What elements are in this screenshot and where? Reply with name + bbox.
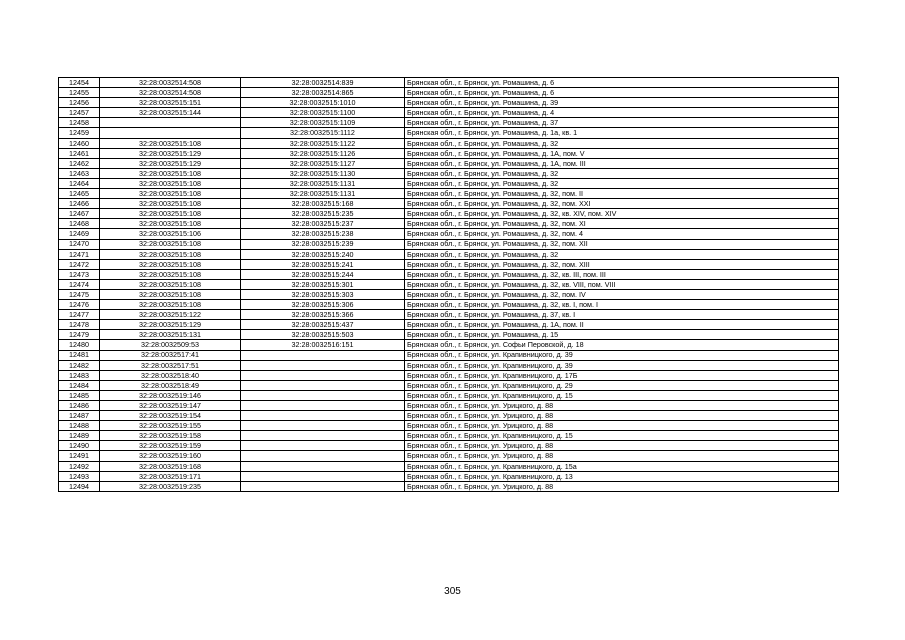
address-cell: Брянская обл., г. Брянск, ул. Ромашина, д. 32, пом. II xyxy=(405,189,839,199)
address-cell: Брянская обл., г. Брянск, ул. Ромашина, д. 32, пом. XXI xyxy=(405,199,839,209)
land-cadastral-number-cell: 32:28:0032514:508 xyxy=(100,78,241,88)
object-cadastral-number-cell: 32:28:0032514:839 xyxy=(241,78,405,88)
row-number-cell: 12482 xyxy=(59,360,100,370)
object-cadastral-number-cell: 32:28:0032515:168 xyxy=(241,199,405,209)
land-cadastral-number-cell: 32:28:0032519:159 xyxy=(100,441,241,451)
row-number-cell: 12458 xyxy=(59,118,100,128)
land-cadastral-number-cell: 32:28:0032515:122 xyxy=(100,310,241,320)
address-cell: Брянская обл., г. Брянск, ул. Ромашина, д. 32 xyxy=(405,178,839,188)
object-cadastral-number-cell: 32:28:0032515:437 xyxy=(241,320,405,330)
address-cell: Брянская обл., г. Брянск, ул. Ромашина, д. 32, кв. I, пом. I xyxy=(405,300,839,310)
table-row xyxy=(59,88,839,98)
object-cadastral-number-cell: 32:28:0032515:1112 xyxy=(241,128,405,138)
address-cell: Брянская обл., г. Брянск, ул. Ромашина, д. 32, кв. XIV, пом. XIV xyxy=(405,209,839,219)
table-row xyxy=(59,390,839,400)
table-row xyxy=(59,229,839,239)
land-cadastral-number-cell: 32:28:0032519:158 xyxy=(100,431,241,441)
table-row xyxy=(59,209,839,219)
object-cadastral-number-cell: 32:28:0032515:1131 xyxy=(241,189,405,199)
row-number-cell: 12457 xyxy=(59,108,100,118)
object-cadastral-number-cell xyxy=(241,421,405,431)
object-cadastral-number-cell: 32:28:0032515:1100 xyxy=(241,108,405,118)
address-cell: Брянская обл., г. Брянск, ул. Ромашина, д. 15 xyxy=(405,330,839,340)
land-cadastral-number-cell: 32:28:0032515:144 xyxy=(100,108,241,118)
table-row xyxy=(59,481,839,491)
address-cell: Брянская обл., г. Брянск, ул. Ромашина, д. 32, пом. XI xyxy=(405,219,839,229)
object-cadastral-number-cell: 32:28:0032515:1109 xyxy=(241,118,405,128)
address-cell: Брянская обл., г. Брянск, ул. Ромашина, д. 32, кв. VIII, пом. VIII xyxy=(405,279,839,289)
row-number-cell: 12490 xyxy=(59,441,100,451)
land-cadastral-number-cell: 32:28:0032518:40 xyxy=(100,370,241,380)
object-cadastral-number-cell xyxy=(241,370,405,380)
object-cadastral-number-cell xyxy=(241,451,405,461)
address-cell: Брянская обл., г. Брянск, ул. Урицкого, д. 88 xyxy=(405,401,839,411)
land-cadastral-number-cell: 32:28:0032518:49 xyxy=(100,380,241,390)
object-cadastral-number-cell: 32:28:0032515:301 xyxy=(241,279,405,289)
address-cell: Брянская обл., г. Брянск, ул. Урицкого, д. 88 xyxy=(405,411,839,421)
land-cadastral-number-cell: 32:28:0032515:108 xyxy=(100,279,241,289)
land-cadastral-number-cell: 32:28:0032515:131 xyxy=(100,330,241,340)
row-number-cell: 12454 xyxy=(59,78,100,88)
object-cadastral-number-cell: 32:28:0032516:151 xyxy=(241,340,405,350)
row-number-cell: 12479 xyxy=(59,330,100,340)
address-cell: Брянская обл., г. Брянск, ул. Крапивницкого, д. 15 xyxy=(405,431,839,441)
table-row xyxy=(59,259,839,269)
object-cadastral-number-cell: 32:28:0032515:306 xyxy=(241,300,405,310)
land-cadastral-number-cell: 32:28:0032515:108 xyxy=(100,199,241,209)
address-cell: Брянская обл., г. Брянск, ул. Ромашина, д. 4 xyxy=(405,108,839,118)
address-cell: Брянская обл., г. Брянск, ул. Ромашина, д. 32 xyxy=(405,249,839,259)
row-number-cell: 12487 xyxy=(59,411,100,421)
address-cell: Брянская обл., г. Брянск, ул. Крапивницкого, д. 15а xyxy=(405,461,839,471)
land-cadastral-number-cell: 32:28:0032515:108 xyxy=(100,300,241,310)
table-row xyxy=(59,461,839,471)
land-cadastral-number-cell: 32:28:0032515:129 xyxy=(100,320,241,330)
address-cell: Брянская обл., г. Брянск, ул. Ромашина, д. 6 xyxy=(405,88,839,98)
object-cadastral-number-cell xyxy=(241,360,405,370)
records-table-body xyxy=(59,78,839,492)
address-cell: Брянская обл., г. Брянск, ул. Ромашина, д. 32, пом. IV xyxy=(405,289,839,299)
row-number-cell: 12473 xyxy=(59,269,100,279)
row-number-cell: 12478 xyxy=(59,320,100,330)
address-cell: Брянская обл., г. Брянск, ул. Крапивницкого, д. 39 xyxy=(405,360,839,370)
table-row xyxy=(59,269,839,279)
table-row xyxy=(59,158,839,168)
row-number-cell: 12459 xyxy=(59,128,100,138)
table-row xyxy=(59,431,839,441)
table-row xyxy=(59,108,839,118)
row-number-cell: 12472 xyxy=(59,259,100,269)
row-number-cell: 12484 xyxy=(59,380,100,390)
address-cell: Брянская обл., г. Брянск, ул. Софьи Перовской, д. 18 xyxy=(405,340,839,350)
object-cadastral-number-cell: 32:28:0032515:1122 xyxy=(241,138,405,148)
object-cadastral-number-cell: 32:28:0032514:865 xyxy=(241,88,405,98)
table-row xyxy=(59,189,839,199)
table-row xyxy=(59,320,839,330)
object-cadastral-number-cell xyxy=(241,461,405,471)
address-cell: Брянская обл., г. Брянск, ул. Ромашина, д. 1А, пом. III xyxy=(405,158,839,168)
address-cell: Брянская обл., г. Брянск, ул. Ромашина, д. 1а, кв. 1 xyxy=(405,128,839,138)
row-number-cell: 12488 xyxy=(59,421,100,431)
row-number-cell: 12455 xyxy=(59,88,100,98)
row-number-cell: 12469 xyxy=(59,229,100,239)
land-cadastral-number-cell: 32:28:0032515:108 xyxy=(100,209,241,219)
address-cell: Брянская обл., г. Брянск, ул. Ромашина, д. 32 xyxy=(405,138,839,148)
address-cell: Брянская обл., г. Брянск, ул. Ромашина, д. 32 xyxy=(405,168,839,178)
object-cadastral-number-cell: 32:28:0032515:1131 xyxy=(241,178,405,188)
address-cell: Брянская обл., г. Брянск, ул. Крапивницкого, д. 13 xyxy=(405,471,839,481)
land-cadastral-number-cell: 32:28:0032515:108 xyxy=(100,259,241,269)
object-cadastral-number-cell: 32:28:0032515:1010 xyxy=(241,98,405,108)
land-cadastral-number-cell: 32:28:0032519:147 xyxy=(100,401,241,411)
table-row xyxy=(59,451,839,461)
table-row xyxy=(59,168,839,178)
row-number-cell: 12474 xyxy=(59,279,100,289)
object-cadastral-number-cell xyxy=(241,431,405,441)
address-cell: Брянская обл., г. Брянск, ул. Ромашина, д. 39 xyxy=(405,98,839,108)
land-cadastral-number-cell: 32:28:0032519:160 xyxy=(100,451,241,461)
address-cell: Брянская обл., г. Брянск, ул. Ромашина, д. 32, кв. III, пом. III xyxy=(405,269,839,279)
table-row xyxy=(59,340,839,350)
land-cadastral-number-cell: 32:28:0032515:108 xyxy=(100,239,241,249)
row-number-cell: 12460 xyxy=(59,138,100,148)
land-cadastral-number-cell: 32:28:0032515:108 xyxy=(100,168,241,178)
address-cell: Брянская обл., г. Брянск, ул. Крапивницкого, д. 15 xyxy=(405,390,839,400)
row-number-cell: 12476 xyxy=(59,300,100,310)
address-cell: Брянская обл., г. Брянск, ул. Ромашина, д. 37 xyxy=(405,118,839,128)
object-cadastral-number-cell: 32:28:0032515:503 xyxy=(241,330,405,340)
object-cadastral-number-cell xyxy=(241,441,405,451)
land-cadastral-number-cell: 32:28:0032515:108 xyxy=(100,249,241,259)
row-number-cell: 12467 xyxy=(59,209,100,219)
land-cadastral-number-cell: 32:28:0032519:235 xyxy=(100,481,241,491)
table-row xyxy=(59,411,839,421)
table-row xyxy=(59,148,839,158)
object-cadastral-number-cell xyxy=(241,481,405,491)
table-row xyxy=(59,199,839,209)
object-cadastral-number-cell xyxy=(241,380,405,390)
object-cadastral-number-cell xyxy=(241,401,405,411)
table-row xyxy=(59,441,839,451)
table-row xyxy=(59,380,839,390)
object-cadastral-number-cell: 32:28:0032515:237 xyxy=(241,219,405,229)
land-cadastral-number-cell: 32:28:0032519:168 xyxy=(100,461,241,471)
address-cell: Брянская обл., г. Брянск, ул. Ромашина, д. 6 xyxy=(405,78,839,88)
address-cell: Брянская обл., г. Брянск, ул. Урицкого, д. 88 xyxy=(405,441,839,451)
row-number-cell: 12461 xyxy=(59,148,100,158)
row-number-cell: 12477 xyxy=(59,310,100,320)
row-number-cell: 12491 xyxy=(59,451,100,461)
object-cadastral-number-cell: 32:28:0032515:1130 xyxy=(241,168,405,178)
land-cadastral-number-cell: 32:28:0032515:129 xyxy=(100,148,241,158)
row-number-cell: 12462 xyxy=(59,158,100,168)
object-cadastral-number-cell xyxy=(241,390,405,400)
address-cell: Брянская обл., г. Брянск, ул. Ромашина, д. 32, пом. XIII xyxy=(405,259,839,269)
address-cell: Брянская обл., г. Брянск, ул. Урицкого, д. 88 xyxy=(405,451,839,461)
land-cadastral-number-cell: 32:28:0032515:151 xyxy=(100,98,241,108)
table-row xyxy=(59,78,839,88)
land-cadastral-number-cell: 32:28:0032519:146 xyxy=(100,390,241,400)
address-cell: Брянская обл., г. Брянск, ул. Ромашина, д. 37, кв. I xyxy=(405,310,839,320)
object-cadastral-number-cell: 32:28:0032515:238 xyxy=(241,229,405,239)
row-number-cell: 12489 xyxy=(59,431,100,441)
land-cadastral-number-cell xyxy=(100,128,241,138)
row-number-cell: 12486 xyxy=(59,401,100,411)
land-cadastral-number-cell: 32:28:0032519:155 xyxy=(100,421,241,431)
table-row xyxy=(59,239,839,249)
table-row xyxy=(59,118,839,128)
row-number-cell: 12464 xyxy=(59,178,100,188)
address-cell: Брянская обл., г. Брянск, ул. Урицкого, д. 88 xyxy=(405,421,839,431)
row-number-cell: 12475 xyxy=(59,289,100,299)
land-cadastral-number-cell: 32:28:0032519:154 xyxy=(100,411,241,421)
table-row xyxy=(59,310,839,320)
table-row xyxy=(59,350,839,360)
table-row xyxy=(59,421,839,431)
row-number-cell: 12468 xyxy=(59,219,100,229)
object-cadastral-number-cell xyxy=(241,411,405,421)
row-number-cell: 12494 xyxy=(59,481,100,491)
land-cadastral-number-cell: 32:28:0032515:108 xyxy=(100,269,241,279)
land-cadastral-number-cell: 32:28:0032515:108 xyxy=(100,138,241,148)
table-row xyxy=(59,98,839,108)
object-cadastral-number-cell: 32:28:0032515:235 xyxy=(241,209,405,219)
land-cadastral-number-cell xyxy=(100,118,241,128)
object-cadastral-number-cell: 32:28:0032515:241 xyxy=(241,259,405,269)
land-cadastral-number-cell: 32:28:0032515:129 xyxy=(100,158,241,168)
object-cadastral-number-cell xyxy=(241,471,405,481)
table-row xyxy=(59,138,839,148)
table-row xyxy=(59,249,839,259)
land-cadastral-number-cell: 32:28:0032515:106 xyxy=(100,229,241,239)
table-row xyxy=(59,471,839,481)
table-row xyxy=(59,330,839,340)
address-cell: Брянская обл., г. Брянск, ул. Ромашина, д. 32, пом. XII xyxy=(405,239,839,249)
address-cell: Брянская обл., г. Брянск, ул. Ромашина, д. 32, пом. 4 xyxy=(405,229,839,239)
land-cadastral-number-cell: 32:28:0032514:508 xyxy=(100,88,241,98)
row-number-cell: 12463 xyxy=(59,168,100,178)
row-number-cell: 12465 xyxy=(59,189,100,199)
address-cell: Брянская обл., г. Брянск, ул. Крапивницкого, д. 29 xyxy=(405,380,839,390)
table-row xyxy=(59,300,839,310)
table-row xyxy=(59,128,839,138)
table-row xyxy=(59,289,839,299)
land-cadastral-number-cell: 32:28:0032515:108 xyxy=(100,178,241,188)
row-number-cell: 12471 xyxy=(59,249,100,259)
land-cadastral-number-cell: 32:28:0032515:108 xyxy=(100,289,241,299)
records-table xyxy=(58,77,839,492)
row-number-cell: 12456 xyxy=(59,98,100,108)
table-row xyxy=(59,360,839,370)
land-cadastral-number-cell: 32:28:0032517:41 xyxy=(100,350,241,360)
row-number-cell: 12493 xyxy=(59,471,100,481)
table-row xyxy=(59,401,839,411)
object-cadastral-number-cell: 32:28:0032515:1127 xyxy=(241,158,405,168)
land-cadastral-number-cell: 32:28:0032515:108 xyxy=(100,219,241,229)
table-row xyxy=(59,370,839,380)
land-cadastral-number-cell: 32:28:0032519:171 xyxy=(100,471,241,481)
address-cell: Брянская обл., г. Брянск, ул. Урицкого, д. 88 xyxy=(405,481,839,491)
table-row xyxy=(59,279,839,289)
object-cadastral-number-cell: 32:28:0032515:239 xyxy=(241,239,405,249)
row-number-cell: 12470 xyxy=(59,239,100,249)
row-number-cell: 12466 xyxy=(59,199,100,209)
row-number-cell: 12483 xyxy=(59,370,100,380)
land-cadastral-number-cell: 32:28:0032515:108 xyxy=(100,189,241,199)
object-cadastral-number-cell xyxy=(241,350,405,360)
object-cadastral-number-cell: 32:28:0032515:303 xyxy=(241,289,405,299)
address-cell: Брянская обл., г. Брянск, ул. Крапивницкого, д. 39 xyxy=(405,350,839,360)
table-row xyxy=(59,219,839,229)
address-cell: Брянская обл., г. Брянск, ул. Крапивницкого, д. 17Б xyxy=(405,370,839,380)
land-cadastral-number-cell: 32:28:0032517:51 xyxy=(100,360,241,370)
land-cadastral-number-cell: 32:28:0032509:53 xyxy=(100,340,241,350)
row-number-cell: 12481 xyxy=(59,350,100,360)
row-number-cell: 12485 xyxy=(59,390,100,400)
object-cadastral-number-cell: 32:28:0032515:244 xyxy=(241,269,405,279)
row-number-cell: 12480 xyxy=(59,340,100,350)
object-cadastral-number-cell: 32:28:0032515:1126 xyxy=(241,148,405,158)
table-row xyxy=(59,178,839,188)
page-number: 305 xyxy=(444,586,461,597)
address-cell: Брянская обл., г. Брянск, ул. Ромашина, д. 1А, пом. V xyxy=(405,148,839,158)
object-cadastral-number-cell: 32:28:0032515:240 xyxy=(241,249,405,259)
row-number-cell: 12492 xyxy=(59,461,100,471)
object-cadastral-number-cell: 32:28:0032515:366 xyxy=(241,310,405,320)
address-cell: Брянская обл., г. Брянск, ул. Ромашина, д. 1А, пом. II xyxy=(405,320,839,330)
